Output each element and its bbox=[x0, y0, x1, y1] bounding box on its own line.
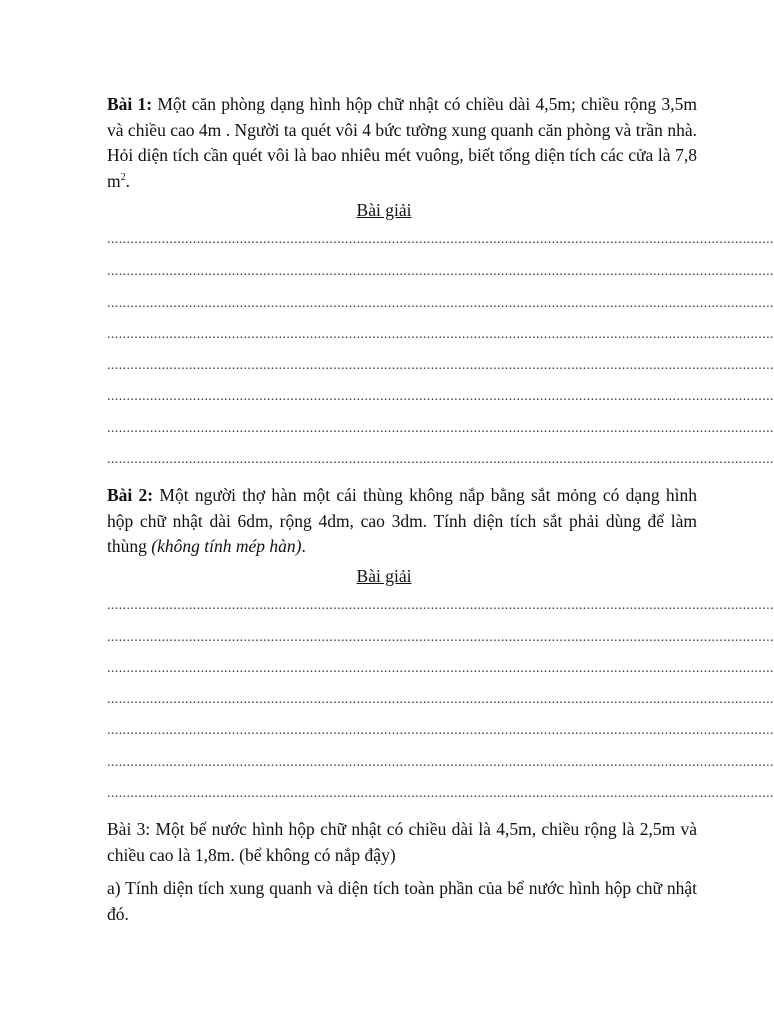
answer-line: ........................................................................................................................................................................... bbox=[107, 661, 774, 676]
problem-3-body: Một bể nước hình hộp chữ nhật có chiều dài là 4,5m, chiều rộng là 2,5m và chiều cao là 1,8m. (bể không có nắp đậy) bbox=[107, 819, 697, 865]
problem-3-text bbox=[107, 817, 697, 868]
problem-3-part-a: a) Tính diện tích xung quanh và diện tích toàn phần của bể nước hình hộp chữ nhật đó. bbox=[107, 878, 697, 924]
solution-heading-2: Bài giải bbox=[356, 566, 412, 586]
problem-1-label: Bài 1: bbox=[107, 94, 153, 114]
answer-line: ........................................................................................................................................................................... bbox=[107, 358, 774, 373]
answer-line: ........................................................................................................................................................................... bbox=[107, 232, 774, 247]
problem-3-label: Bài 3: bbox=[107, 819, 151, 839]
answer-line: ........................................................................................................................................................................... bbox=[107, 327, 774, 342]
problem-2-italic-note: (không tính mép hàn) bbox=[151, 536, 302, 556]
answer-line: ........................................................................................................................................................................... bbox=[107, 723, 774, 738]
problem-3 bbox=[107, 817, 697, 927]
problem-1-text bbox=[107, 92, 697, 194]
problem-2-text bbox=[107, 483, 697, 560]
problem-1 bbox=[107, 92, 697, 194]
problem-2 bbox=[107, 483, 697, 560]
answer-line: ........................................................................................................................................................................... bbox=[107, 755, 774, 770]
problem-1-end: . bbox=[125, 170, 130, 191]
problem-2-label: Bài 2: bbox=[107, 485, 154, 505]
answer-line: ........................................................................................................................................................................... bbox=[107, 296, 774, 311]
problem-2-end: . bbox=[301, 536, 306, 556]
problem-2-body: Một người thợ hàn một cái thùng không nắp bằng sắt mỏng có dạng hình hộp chữ nhật dài 6dm, rộng 4dm, cao 3dm. Tính diện tích sắt phải dùng để làm thùng bbox=[107, 485, 697, 556]
answer-line: ........................................................................................................................................................................... bbox=[107, 452, 774, 467]
answer-line: ........................................................................................................................................................................... bbox=[107, 630, 774, 645]
answer-line: ........................................................................................................................................................................... bbox=[107, 598, 774, 613]
solution-heading-1: Bài giải bbox=[356, 200, 412, 220]
answer-line: ........................................................................................................................................................................... bbox=[107, 421, 774, 436]
problem-1-body: Một căn phòng dạng hình hộp chữ nhật có chiều dài 4,5m; chiều rộng 3,5m và chiều cao 4m . Người ta quét vôi 4 bức tường xung quanh căn phòng và trần nhà. Hỏi diện tích cần quét vôi là bao nhiêu mét vuông, biết tổng diện tích các cửa là 7,8 m bbox=[107, 94, 697, 191]
answer-line: ........................................................................................................................................................................... bbox=[107, 389, 774, 404]
problem-1-unit-exponent: 2 bbox=[120, 171, 126, 183]
answer-line: ........................................................................................................................................................................... bbox=[107, 692, 774, 707]
answer-line: ........................................................................................................................................................................... bbox=[107, 264, 774, 279]
answer-line: ........................................................................................................................................................................... bbox=[107, 786, 774, 801]
